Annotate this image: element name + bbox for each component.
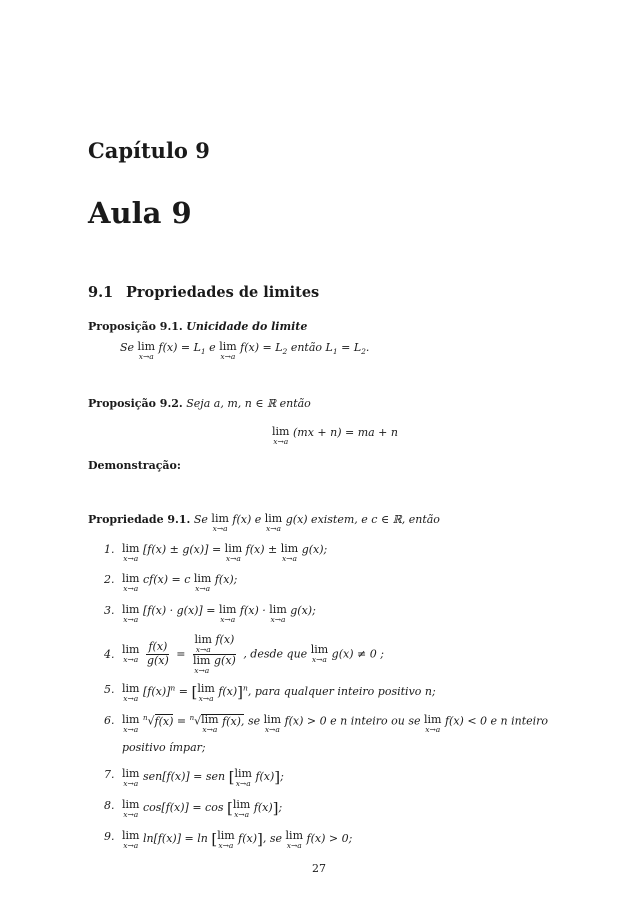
list-item <box>104 573 584 593</box>
item-number: 5. <box>104 683 115 696</box>
limit-operator: lim x→a <box>122 572 140 593</box>
linear-limit-expression: (mx + n) = ma + n <box>292 426 398 439</box>
limit-operator: lim x→a <box>218 603 237 624</box>
item-number: 4. <box>104 648 115 661</box>
section-title: Propriedades de limites <box>126 284 320 301</box>
limit-operator: lim x→a <box>234 767 252 788</box>
log-condition-se: , se <box>262 832 283 845</box>
root-limit-lhs: f(x) <box>154 714 174 728</box>
item-number: 6. <box>104 714 115 727</box>
limit-operator: lim x→a <box>122 829 140 850</box>
list-item: 4. lim x→a $\frac{f(x)}{g(x)}$ = lim x→a f(x) lim x→a g(x) , desde que lim x→a g(x) ≠ 0 ; <box>104 633 384 675</box>
item-number: 8. <box>104 799 115 812</box>
chapter-heading: Capítulo 9 <box>88 138 210 163</box>
product-limit-g: g(x); <box>290 604 316 617</box>
sum-limit-f: f(x) ± <box>245 543 278 556</box>
power-condition: , para qualquer inteiro positivo n; <box>247 685 436 698</box>
proposition-2-text: Seja a, m, n ∈ ℝ então <box>186 397 311 410</box>
expr-l1: L <box>325 341 333 354</box>
limit-operator: lim x→a <box>122 643 140 665</box>
limit-operator: lim x→a <box>122 542 140 563</box>
limit-operator: lim x→a <box>264 512 283 533</box>
limit-operator: lim x→a <box>137 340 156 361</box>
limit-operator: lim x→a <box>197 682 215 703</box>
text-entao: então <box>290 341 323 354</box>
item-number: 7. <box>104 768 115 781</box>
expr-g-existence: g(x) existem, e c ∈ ℝ, então <box>285 513 440 526</box>
proposition-2-label: Proposição 9.2. <box>88 397 183 410</box>
property-heading <box>88 513 440 533</box>
root-condition-positive: f(x) > 0 e n inteiro ou se <box>284 714 421 728</box>
root-condition-continuation: positivo ímpar; <box>122 741 206 754</box>
limit-operator: lim x→a <box>122 767 140 788</box>
limit-operator: lim x→a <box>310 643 329 665</box>
expr-eq-l2: = L <box>341 341 362 354</box>
proposition-1-heading <box>88 320 307 333</box>
proposition-2-heading <box>88 397 311 410</box>
list-item: 6. lim x→a $^n$√f(x) = $^n$√ lim x→a f(x), se lim x→a f(x) > 0 e n inteiro ou se lim x→a f(x) < 0 e n inteiro <box>104 713 549 734</box>
text-se: se <box>247 714 261 728</box>
proposition-1-label: Proposição 9.1. <box>88 320 183 333</box>
limit-operator: lim x→a <box>217 829 235 850</box>
limit-operator: lim x→a <box>219 340 237 361</box>
item-number: 1. <box>104 543 115 556</box>
log-limit-lhs: ln[f(x)] = ln <box>142 832 208 845</box>
property-label: Propriedade 9.1. <box>88 513 191 526</box>
limit-operator: lim x→a <box>269 603 287 624</box>
product-limit-f: f(x) · <box>239 604 266 617</box>
expr-f-eq-l2: f(x) = L <box>240 341 283 354</box>
condition-text: , desde que <box>243 647 308 661</box>
limit-operator: lim x→a <box>194 633 212 654</box>
power-limit-f: f(x) <box>218 685 238 698</box>
item-number: 2. <box>104 573 115 586</box>
item-number: 9. <box>104 830 115 843</box>
list-item: 8. lim x→a cos[f(x)] = cos [ lim x→a f(x)]; <box>104 798 283 819</box>
limit-operator: lim x→a <box>193 572 212 593</box>
demonstration-label: Demonstração: <box>88 459 181 472</box>
limit-operator: lim x→a <box>122 798 140 819</box>
text-e: e <box>209 341 216 354</box>
scalar-limit-lhs: cf(x) = c <box>142 573 191 586</box>
quotient-fraction: $\frac{f(x)}{g(x)}$ <box>146 640 169 667</box>
limit-operator: lim x→a <box>280 542 299 563</box>
limit-operator: lim x→a <box>263 713 282 734</box>
expr-f-eq-l1: f(x) = L <box>158 341 201 354</box>
limit-operator: lim x→a <box>224 542 243 563</box>
quotient-limits-fraction: lim x→a f(x) lim x→a g(x) <box>193 633 236 675</box>
page-number: 27 <box>312 862 326 875</box>
proposition-2-formula <box>272 426 398 446</box>
log-condition: f(x) > 0; <box>306 832 353 845</box>
expr-f: f(x) e <box>232 513 262 526</box>
limit-operator: lim x→a <box>211 512 229 533</box>
section-heading <box>88 284 319 301</box>
cosine-limit-f: f(x) <box>253 801 273 814</box>
power-limit-lhs: [f(x)] <box>142 685 171 698</box>
log-limit-f: f(x) <box>238 832 258 845</box>
limit-operator: lim x→a <box>285 829 303 850</box>
section-number: 9.1 <box>88 284 114 301</box>
scalar-limit-f: f(x); <box>214 573 238 586</box>
root-condition-negative: f(x) < 0 e n inteiro <box>444 714 549 728</box>
list-item: 5. lim x→a $[f(x)]^n$ = [ lim x→a f(x)]$^n$, para qualquer inteiro positivo n; <box>104 682 436 703</box>
sum-limit-g: g(x); <box>301 543 328 556</box>
proposition-1-title: Unicidade do limite <box>186 320 308 333</box>
sine-limit-lhs: sen[f(x)] = sen <box>142 770 226 783</box>
radical-sign: √ <box>147 714 155 728</box>
text-se: Se <box>193 513 208 526</box>
text-se: Se <box>120 341 135 354</box>
radical-sign: √ <box>194 714 202 728</box>
lesson-heading: Aula 9 <box>88 196 192 230</box>
proposition-1-statement: Se lim x→a $f(x) = L_1$ e lim x→a $f(x) = L_2$ então $L_1 = L_2$. <box>120 340 370 361</box>
limit-operator: lim x→a <box>201 713 219 734</box>
sum-limit-lhs: [f(x) ± g(x)] = <box>142 543 222 556</box>
sine-limit-f: f(x) <box>255 770 275 783</box>
limit-operator: lim x→a <box>122 682 140 703</box>
limit-operator: lim x→a <box>122 713 140 734</box>
list-item <box>104 604 584 624</box>
list-item: 9. lim x→a ln[f(x)] = ln [ lim x→a f(x)], se lim x→a f(x) > 0; <box>104 829 353 850</box>
item-number: 3. <box>104 604 115 617</box>
denominator-condition: g(x) ≠ 0 ; <box>331 647 384 661</box>
limit-operator: lim x→a <box>122 603 140 624</box>
cosine-limit-lhs: cos[f(x)] = cos <box>142 801 224 814</box>
list-item: 7. lim x→a sen[f(x)] = sen [ lim x→a f(x)]; <box>104 767 284 788</box>
limit-operator: lim x→a <box>193 653 211 675</box>
product-limit-lhs: [f(x) · g(x)] = <box>142 604 216 617</box>
list-item <box>104 543 584 563</box>
limit-operator: lim x→a <box>232 798 251 819</box>
limit-operator: lim x→a <box>272 425 290 446</box>
limit-operator: lim x→a <box>424 713 442 734</box>
